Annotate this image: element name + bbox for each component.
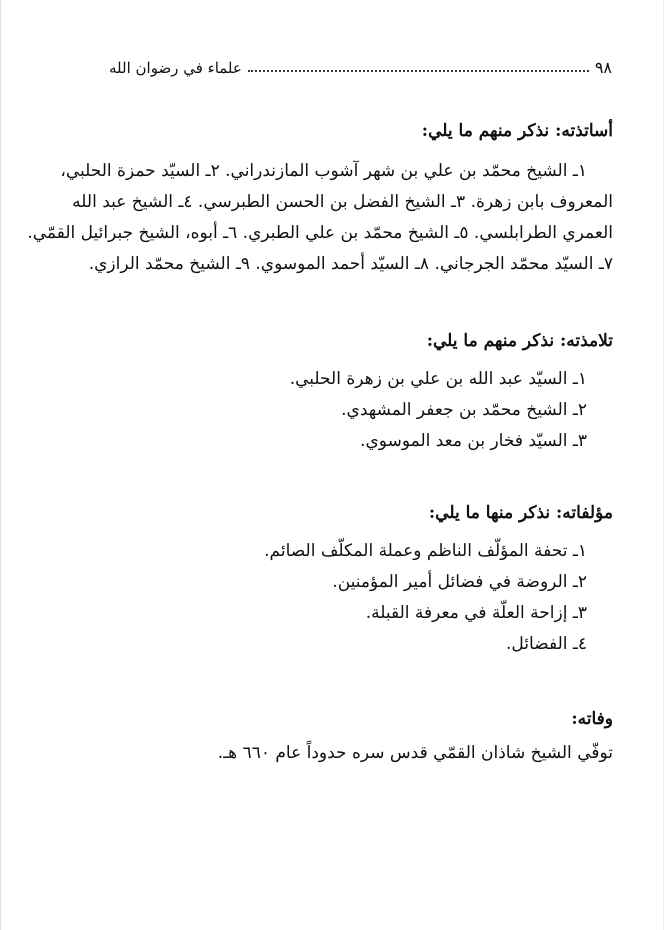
list-item: ٢ـ الروضة في فضائل أمير المؤمنين.	[332, 572, 587, 592]
header-dot-leader	[248, 70, 589, 72]
death-section	[51, 706, 613, 769]
works-section	[51, 500, 613, 660]
list-item: ١ـ تحفة المؤلّف الناظم وعملة المكلّف الصائم.	[264, 541, 587, 561]
list-item: ١ـ السيّد عبد الله بن علي بن زهرة الحلبي.	[289, 369, 587, 389]
students-list	[51, 364, 613, 457]
students-heading: تلامذته: نذكر منهم ما يلي:	[426, 331, 613, 351]
teachers-line: العمري الطرابلسي. ٥ـ الشيخ محمّد بن علي الطبري. ٦ـ أبوه، الشيخ جبرائيل القمّي.	[27, 223, 613, 243]
death-heading: وفاته:	[571, 709, 613, 729]
teachers-line: ٧ـ السيّد محمّد الجرجاني. ٨ـ السيّد أحمد الموسوي. ٩ـ الشيخ محمّد الرازي.	[88, 254, 613, 274]
list-item: ٤ـ الفضائل.	[506, 634, 587, 654]
death-text: توفّي الشيخ شاذان القمّي قدس سره حدوداً عام ٦٦٠ هـ.	[217, 743, 613, 763]
teachers-section	[27, 118, 613, 280]
teachers-line: ١ـ الشيخ محمّد بن علي بن شهر آشوب المازندراني. ٢ـ السيّد حمزة الحلبي،	[60, 161, 587, 181]
works-list	[51, 536, 613, 660]
page-number: ٩٨	[594, 58, 612, 77]
list-item: ٢ـ الشيخ محمّد بن جعفر المشهدي.	[341, 400, 587, 420]
list-item: ٣ـ السيّد فخار بن معد الموسوي.	[360, 431, 587, 451]
running-header-title: علماء في رضوان الله	[109, 59, 242, 77]
works-heading: مؤلفاته: نذكر منها ما يلي:	[428, 503, 613, 523]
teachers-paragraph	[27, 156, 613, 280]
teachers-line: المعروف بابن زهرة. ٣ـ الشيخ الفضل بن الحسن الطبرسي. ٤ـ الشيخ عبد الله	[72, 192, 613, 212]
list-item: ٣ـ إزاحة العلّة في معرفة القبلة.	[365, 603, 587, 623]
teachers-heading: أساتذته: نذكر منهم ما يلي:	[421, 121, 613, 141]
students-section	[51, 328, 613, 457]
running-header	[109, 51, 612, 77]
